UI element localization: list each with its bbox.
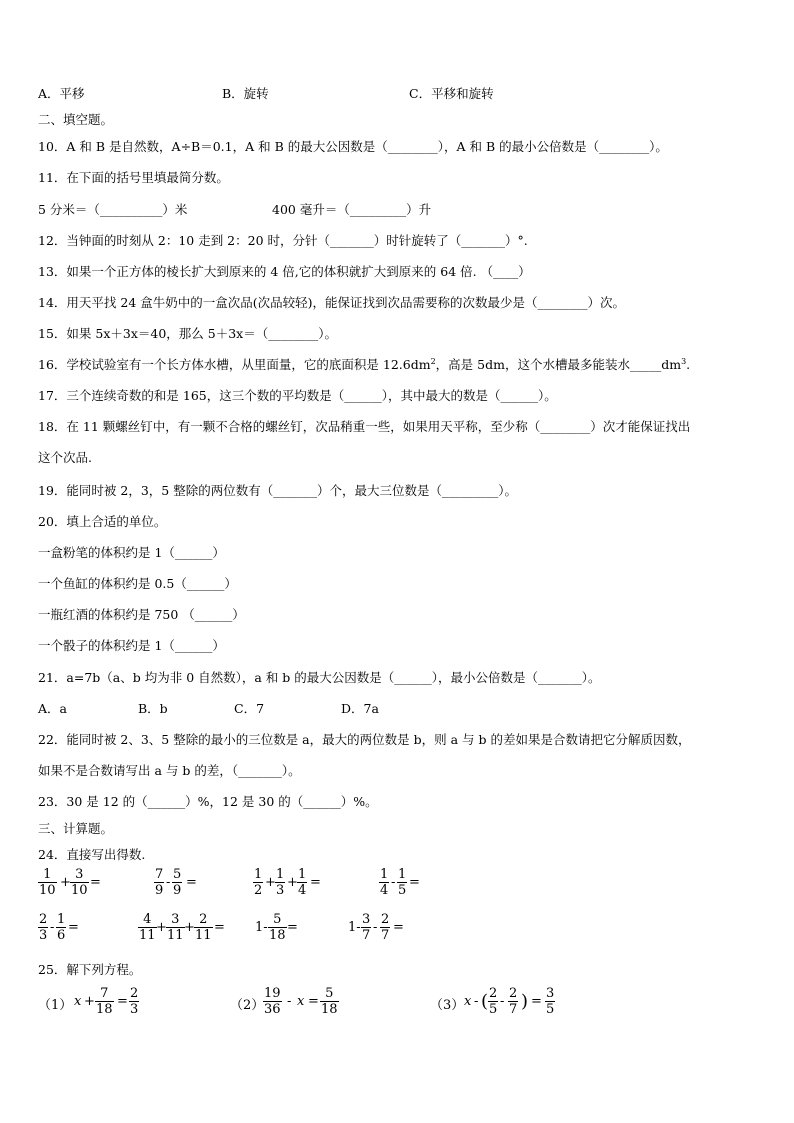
plus-sign: + [156, 920, 167, 935]
plus-sign: + [265, 875, 276, 890]
question-20: 20．填上合适的单位。 [38, 514, 167, 529]
question-11: 11．在下面的括号里填最简分数。 [38, 170, 229, 185]
q9-option-b: B．旋转 [222, 86, 269, 101]
q21-option-b: B．b [138, 701, 168, 716]
minus-sign: - [391, 875, 396, 890]
equals-sign: = [117, 994, 128, 1009]
fraction: $\frac{2}{7}$ [381, 912, 390, 943]
question-19: 19．能同时被 2，3，5 整除的两位数有（_______）个，最大三位数是（_________）。 [38, 483, 517, 498]
equals-sign: = [90, 875, 101, 890]
minus-sign: - [500, 994, 505, 1009]
question-17: 17．三个连续奇数的和是 165，这三个数的平均数是（______），其中最大的数是（______）。 [38, 388, 557, 403]
fraction: $\frac{2}{3}$ [130, 986, 139, 1017]
question-25: 25．解下列方程。 [38, 962, 142, 977]
minus-sign: - [50, 920, 55, 935]
fraction: $\frac{5}{18}$ [269, 912, 286, 943]
right-paren: ) [521, 991, 529, 1012]
question-20-d: 一个骰子的体积约是 1（______） [38, 638, 225, 653]
question-18-line1: 18．在 11 颗螺丝钉中，有一颗不合格的螺丝钉，次品稍重一些，如果用天平称，至少称（________）次才能保证找出 [38, 419, 691, 434]
fraction: $\frac{1}{6}$ [57, 912, 66, 943]
fraction: $\frac{2}{5}$ [489, 986, 498, 1017]
variable-x: x [297, 994, 305, 1009]
question-15: 15．如果 5x＋3x＝40，那么 5＋3x＝（________）。 [38, 326, 337, 341]
fraction: $\frac{4}{11}$ [139, 912, 156, 943]
question-10: 10．A 和 B 是自然数，A÷B＝0.1，A 和 B 的最大公因数是（________），A 和 B 的最小公倍数是（________）。 [38, 139, 668, 154]
question-21: 21．a=7b（a、b 均为非 0 自然数），a 和 b 的最大公因数是（______），最小公倍数是（_______）。 [38, 670, 601, 685]
fraction: $\frac{1}{5}$ [398, 867, 407, 898]
fraction: $\frac{1}{2}$ [254, 867, 263, 898]
question-20-a: 一盒粉笔的体积约是 1（______） [38, 545, 225, 560]
question-13: 13．如果一个正方体的棱长扩大到原来的 4 倍,它的体积就扩大到原来的 64 倍. （____） [38, 264, 531, 279]
fraction: $\frac{5}{18}$ [321, 986, 338, 1017]
equals-sign: = [308, 994, 319, 1009]
q9-option-a: A．平移 [38, 86, 85, 101]
equals-sign: = [68, 920, 79, 935]
q21-option-c: C．7 [234, 701, 265, 716]
eq3-label: （3） [430, 998, 465, 1013]
question-16-text-a: 16．学校试验室有一个长方体水槽，从里面量，它的底面积是 12.6dm [38, 357, 431, 372]
question-16-sup-2: 2 [430, 356, 436, 366]
equals-sign: = [186, 875, 197, 890]
question-20-c: 一瓶红酒的体积约是 750 （______） [38, 607, 245, 622]
question-23: 23．30 是 12 的（______）%，12 是 30 的（______）%。 [38, 794, 378, 809]
question-16 [38, 355, 690, 373]
left-paren: ( [481, 991, 489, 1012]
equals-sign: = [409, 875, 420, 890]
q9-option-c: C．平移和旋转 [409, 86, 494, 101]
eq1-label: （1） [38, 998, 73, 1013]
fraction: $\frac{2}{3}$ [39, 912, 48, 943]
section-fill-in-heading: 二、填空题。 [38, 112, 114, 127]
equals-sign: = [531, 994, 542, 1009]
fraction: $\frac{7}{9}$ [155, 867, 164, 898]
fraction: $\frac{3}{11}$ [167, 912, 184, 943]
fraction: $\frac{3}{7}$ [362, 912, 371, 943]
fraction: $\frac{3}{10}$ [71, 867, 88, 898]
fraction: $\frac{1}{4}$ [380, 867, 389, 898]
plus-sign: + [60, 875, 71, 890]
question-11-a: 5 分米＝（__________）米 [38, 202, 188, 217]
question-11-b: 400 毫升＝（_________）升 [272, 202, 432, 217]
fraction: $\frac{7}{18}$ [96, 986, 113, 1017]
question-16-sup-3: 3 [681, 356, 687, 366]
fraction: $\frac{2}{11}$ [195, 912, 212, 943]
q21-option-d: D．7a [341, 701, 379, 716]
question-24: 24．直接写出得数. [38, 847, 146, 862]
question-18-line2: 这个次品. [38, 450, 92, 465]
one-minus: 1- [348, 920, 361, 935]
plus-sign: + [287, 875, 298, 890]
equals-sign: = [287, 920, 298, 935]
question-12: 12．当钟面的时刻从 2：10 走到 2：20 时，分针（_______）时针旋转了（_______）°. [38, 233, 528, 248]
fraction: $\frac{2}{7}$ [509, 986, 518, 1017]
equals-sign: = [393, 920, 404, 935]
fraction: $\frac{19}{36}$ [264, 986, 281, 1017]
fraction: $\frac{5}{9}$ [173, 867, 182, 898]
variable-x: x [464, 994, 472, 1009]
minus-sign: - [373, 920, 378, 935]
question-22-line1: 22．能同时被 2、3、5 整除的最小的三位数是 a，最大的两位数是 b，则 a 与 b 的差如果是合数请把它分解质因数， [38, 732, 691, 747]
equals-sign: = [214, 920, 225, 935]
fraction: $\frac{1}{10}$ [39, 867, 56, 898]
eq2-label: （2） [230, 998, 265, 1013]
minus-sign: - [287, 994, 292, 1009]
one-minus: 1- [255, 920, 268, 935]
question-16-text-b: ，高是 5dm，这个水槽最多能装水_____dm [435, 357, 682, 372]
question-16-text-c: . [686, 357, 691, 372]
question-14: 14．用天平找 24 盒牛奶中的一盒次品(次品较轻)，能保证找到次品需要称的次数最少是（________）次。 [38, 295, 626, 310]
q21-option-a: A．a [38, 701, 67, 716]
plus-sign: + [184, 920, 195, 935]
minus-sign: - [474, 994, 479, 1009]
question-20-b: 一个鱼缸的体积约是 0.5（______） [38, 576, 237, 591]
fraction: $\frac{1}{4}$ [298, 867, 307, 898]
fraction: $\frac{3}{5}$ [546, 986, 555, 1017]
plus-sign: + [84, 994, 95, 1009]
variable-x: x [74, 994, 82, 1009]
section-calc-heading: 三、计算题。 [38, 821, 114, 836]
minus-sign: - [166, 875, 171, 890]
question-22-line2: 如果不是合数请写出 a 与 b 的差，（_______）。 [38, 763, 301, 778]
fraction: $\frac{1}{3}$ [276, 867, 285, 898]
equals-sign: = [310, 875, 321, 890]
